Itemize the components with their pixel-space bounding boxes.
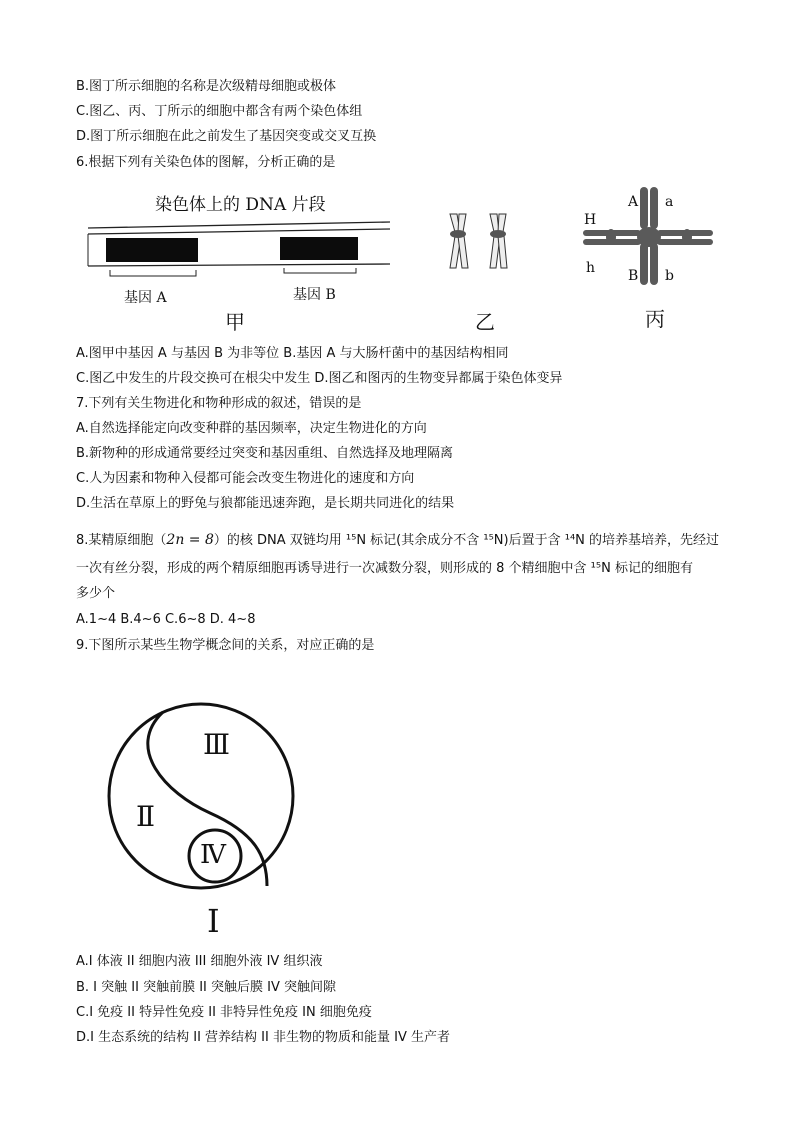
centromere-2 bbox=[490, 230, 506, 238]
q8-stem-line-2: 一次有丝分裂，形成的两个精原细胞再诱导进行一次减数分裂，则形成的 8 个精细胞中含 ¹⁵N 标记的细胞有 bbox=[76, 561, 693, 576]
region-III-label: Ⅲ bbox=[203, 728, 231, 761]
q8-stem-part-2: ）的核 DNA 双链均用 ¹⁵N 标记(其余成分不含 ¹⁵N)后置于含 ¹⁴N 的培养基培养，先经过 bbox=[213, 533, 720, 548]
q5-option-c: C.图乙、丙、丁所示的细胞中都含有两个染色体组 bbox=[76, 104, 363, 119]
centromere-1 bbox=[450, 230, 466, 238]
allele-h: h bbox=[586, 260, 596, 276]
chrom-2-top bbox=[458, 214, 466, 232]
chrom-vertical-upper-right bbox=[650, 187, 658, 229]
dna-top-line-1 bbox=[88, 222, 390, 228]
gene-a-bracket bbox=[110, 270, 196, 276]
chrom-2-bottom bbox=[458, 236, 468, 268]
pairing-center bbox=[637, 227, 661, 247]
region-II-label: Ⅱ bbox=[136, 800, 156, 833]
q5-option-d: D.图丁所示细胞在此之前发生了基因突变或交叉互换 bbox=[76, 129, 377, 144]
q7-stem: 7.下列有关生物进化和物种形成的叙述，错误的是 bbox=[76, 396, 362, 411]
chromosome-exchange-figure-yi bbox=[440, 208, 520, 276]
q7-option-c: C.人为因素和物种入侵都可能会改变生物进化的速度和方向 bbox=[76, 471, 415, 486]
chrom-vertical-lower-right bbox=[650, 243, 658, 285]
dna-bottom-line bbox=[88, 264, 390, 266]
chrom-vertical-upper-left bbox=[640, 187, 648, 229]
q6-options-ab: A.图甲中基因 A 与基因 B 为非等位 B.基因 A 与大肠杆菌中的基因结构相同 bbox=[76, 346, 509, 361]
q8-stem-part-1: 8.某精原细胞（ bbox=[76, 533, 167, 548]
figure-yi-label: 乙 bbox=[475, 310, 495, 334]
centromere-left bbox=[606, 229, 616, 245]
q9-option-b: B. I 突触 II 突触前膜 II 突触后膜 IV 突触间隙 bbox=[76, 980, 337, 995]
gene-b-band bbox=[280, 237, 358, 260]
allele-b: b bbox=[665, 268, 674, 284]
dna-segment-title: 染色体上的 DNA 片段 bbox=[155, 195, 326, 215]
allele-A: A bbox=[628, 194, 639, 210]
q7-option-d: D.生活在草原上的野兔与狼都能迅速奔跑，是长期共同进化的结果 bbox=[76, 496, 455, 511]
q9-option-a: A.I 体液 II 细胞内液 III 细胞外液 IV 组织液 bbox=[76, 954, 323, 969]
region-I-label: Ⅰ bbox=[207, 902, 220, 940]
q6-options-cd: C.图乙中发生的片段交换可在根尖中发生 D.图乙和图丙的生物变异都属于染色体变异 bbox=[76, 371, 563, 386]
q7-option-b: B.新物种的形成通常要经过突变和基因重组、自然选择及地理隔离 bbox=[76, 446, 454, 461]
region-IV-label: Ⅳ bbox=[200, 840, 226, 870]
allele-H: H bbox=[584, 212, 597, 228]
gene-a-band bbox=[106, 238, 198, 262]
q8-stem-line-3: 多少个 bbox=[76, 586, 116, 601]
allele-B: B bbox=[628, 268, 639, 284]
chrom-4-top bbox=[498, 214, 506, 232]
gene-a-label: 基因 A bbox=[124, 290, 167, 306]
gene-b-bracket bbox=[284, 268, 356, 273]
chrom-4-bottom bbox=[498, 236, 507, 268]
allele-a: a bbox=[665, 194, 674, 210]
centromere-right bbox=[682, 229, 692, 245]
figure-jia-label: 甲 bbox=[225, 310, 245, 334]
q9-option-c: C.I 免疫 II 特异性免疫 II 非特异性免疫 IN 细胞免疫 bbox=[76, 1005, 372, 1020]
q8-options: A.1~4 B.4~6 C.6~8 D. 4~8 bbox=[76, 612, 256, 627]
dna-top-line-2 bbox=[88, 229, 390, 234]
q6-stem: 6.根据下列有关染色体的图解，分析正确的是 bbox=[76, 155, 336, 170]
q7-option-a: A.自然选择能定向改变种群的基因频率，决定生物进化的方向 bbox=[76, 421, 427, 436]
q8-stem-line-1 bbox=[76, 531, 719, 550]
gene-b-label: 基因 B bbox=[293, 287, 336, 303]
q9-option-d: D.I 生态系统的结构 II 营养结构 II 非生物的物质和能量 IV 生产者 bbox=[76, 1030, 450, 1045]
chromosome-cross-figure-bing bbox=[575, 185, 725, 290]
figure-bing-label: 丙 bbox=[645, 307, 665, 331]
q9-stem: 9.下图所示某些生物学概念间的关系，对应正确的是 bbox=[76, 638, 375, 653]
q8-formula: 2n = 8 bbox=[166, 532, 214, 548]
chrom-vertical-lower-left bbox=[640, 243, 648, 285]
q5-option-b: B.图丁所示细胞的名称是次级精母细胞或极体 bbox=[76, 79, 337, 94]
